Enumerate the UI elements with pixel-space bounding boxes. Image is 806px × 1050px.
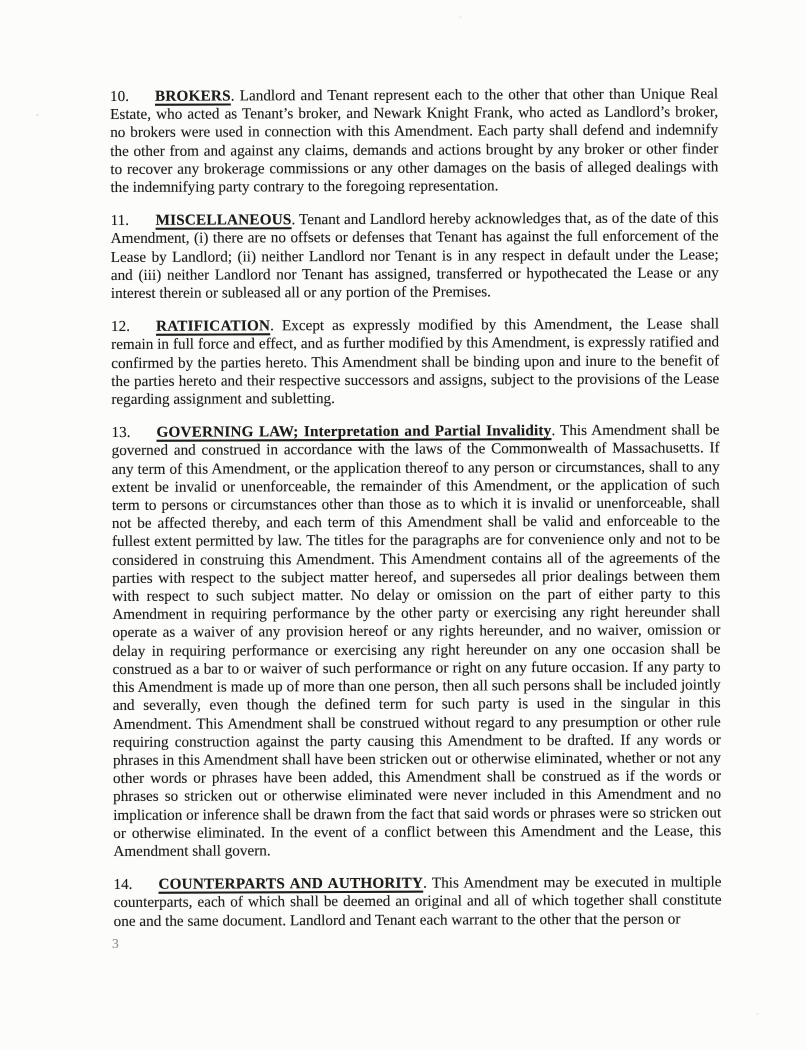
paragraph-number: 13. [111, 424, 131, 442]
paragraph-heading: MISCELLANEOUS [155, 211, 292, 230]
paragraph-text: . Landlord and Tenant represent each to the other that other than Unique Real Estate, who acted as Tenant’s broker, and Newark Knight Frank, who acted as Landlord’s broker, no brokers were used in connection with this Amendment. Each party shall defend and indemnify the other from and against any claims, demands and actions brought by any broker or other finder to recover any brokerage commissions or any other damages on the basis of alleged dealings with the indemnifying party contrary to the foregoing representation. [110, 85, 719, 197]
paragraph-heading: RATIFICATION [156, 317, 271, 336]
paragraph-heading: BROKERS [154, 87, 231, 105]
paragraph-brokers [110, 85, 718, 197]
page-number: 3 [112, 936, 119, 951]
paragraph-text: . Tenant and Landlord hereby acknowledges that, as of the date of this Amendment, (i) there are no offsets or defenses that Tenant has against the full enforcement of the Lease by Landlord; (ii) neither Landlord nor Tenant is in any respect in default under the Lease; and (iii) neither Landlord nor Tenant has assigned, transferred or hypothecated the Lease or any interest therein or subleased all or any portion of the Premises. [110, 209, 719, 303]
scan-speck [36, 114, 39, 116]
paragraph-number: 10. [110, 87, 130, 105]
scan-speck [540, 459, 542, 461]
scan-speck [756, 1013, 759, 1015]
paragraph-text: . This Amendment may be executed in multiple counterparts, each of which shall be deemed an original and all of which together shall constitute one and the same document. Landlord and Tenant each warrant to the other that the person or [113, 873, 722, 930]
scan-speck [459, 16, 462, 18]
paragraph-text: . This Amendment shall be governed and construed in accordance with the laws of the Commonwealth of Massachusetts. If any term of this Amendment, or the application thereof to any person or circumstances, shall to any extent be invalid or unenforceable, the remainder of this Amendment, or the application of such term to persons or circumstances other than those as to which it is invalid or unenforceable, shall not be affected thereby, and each term of this Amendment shall be valid and enforceable to the fullest extent permitted by law. The titles for the paragraphs are for convenience only and not to be considered in construing this Amendment. This Amendment contains all of the agreements of the parties with respect to the subject matter hereof, and supersedes all prior dealings between them with respect to such subject matter. No delay or omission on the part of either party to this Amendment in requiring performance by the other party or exercising any right hereunder shall operate as a waiver of any provision hereof or any rights hereunder, and no waiver, omission or delay in requiring performance or exercising any right hereunder on any one occasion shall be construed as a bar to or waiver of such performance or right on any future occasion. If any party to this Amendment is made up of more than one person, then all such persons shall be included jointly and severally, even though the defined term for such party is used in the singular in this Amendment. This Amendment shall be construed without regard to any presumption or other rule requiring construction against the party causing this Amendment to be drafted. If any words or phrases in this Amendment shall have been stricken out or otherwise eliminated, whether or not any other words or phrases have been added, this Amendment shall be construed as if the words or phrases so stricken out or otherwise eliminated were never included in this Amendment and no implication or inference shall be drawn from the fact that said words or phrases were so stricken out or otherwise eliminated. In the event of a conflict between this Amendment and the Lease, this Amendment shall govern. [111, 421, 722, 860]
paragraph-counterparts [113, 873, 721, 930]
paragraph-heading: COUNTERPARTS AND AUTHORITY [158, 874, 424, 893]
paragraph-governing-law [111, 422, 721, 862]
paragraph-text: . Except as expressly modified by this Amendment, the Lease shall remain in full force and effect, and as further modified by this Amendment, is expressly ratified and confirmed by the parties hereto. This Amendment shall be binding upon and inure to the benefit of the parties hereto and their respective successors and assigns, subject to the provisions of the Lease regarding assignment and subletting. [111, 315, 720, 409]
paragraph-miscellaneous [111, 210, 719, 304]
paragraph-heading: GOVERNING LAW; Interpretation and Partial Invalidity [156, 422, 552, 442]
paragraph-number: 11. [110, 212, 130, 230]
paragraph-number: 12. [111, 318, 131, 336]
paragraph-number: 14. [113, 876, 133, 894]
document-body [110, 85, 722, 945]
paragraph-ratification [111, 316, 719, 410]
